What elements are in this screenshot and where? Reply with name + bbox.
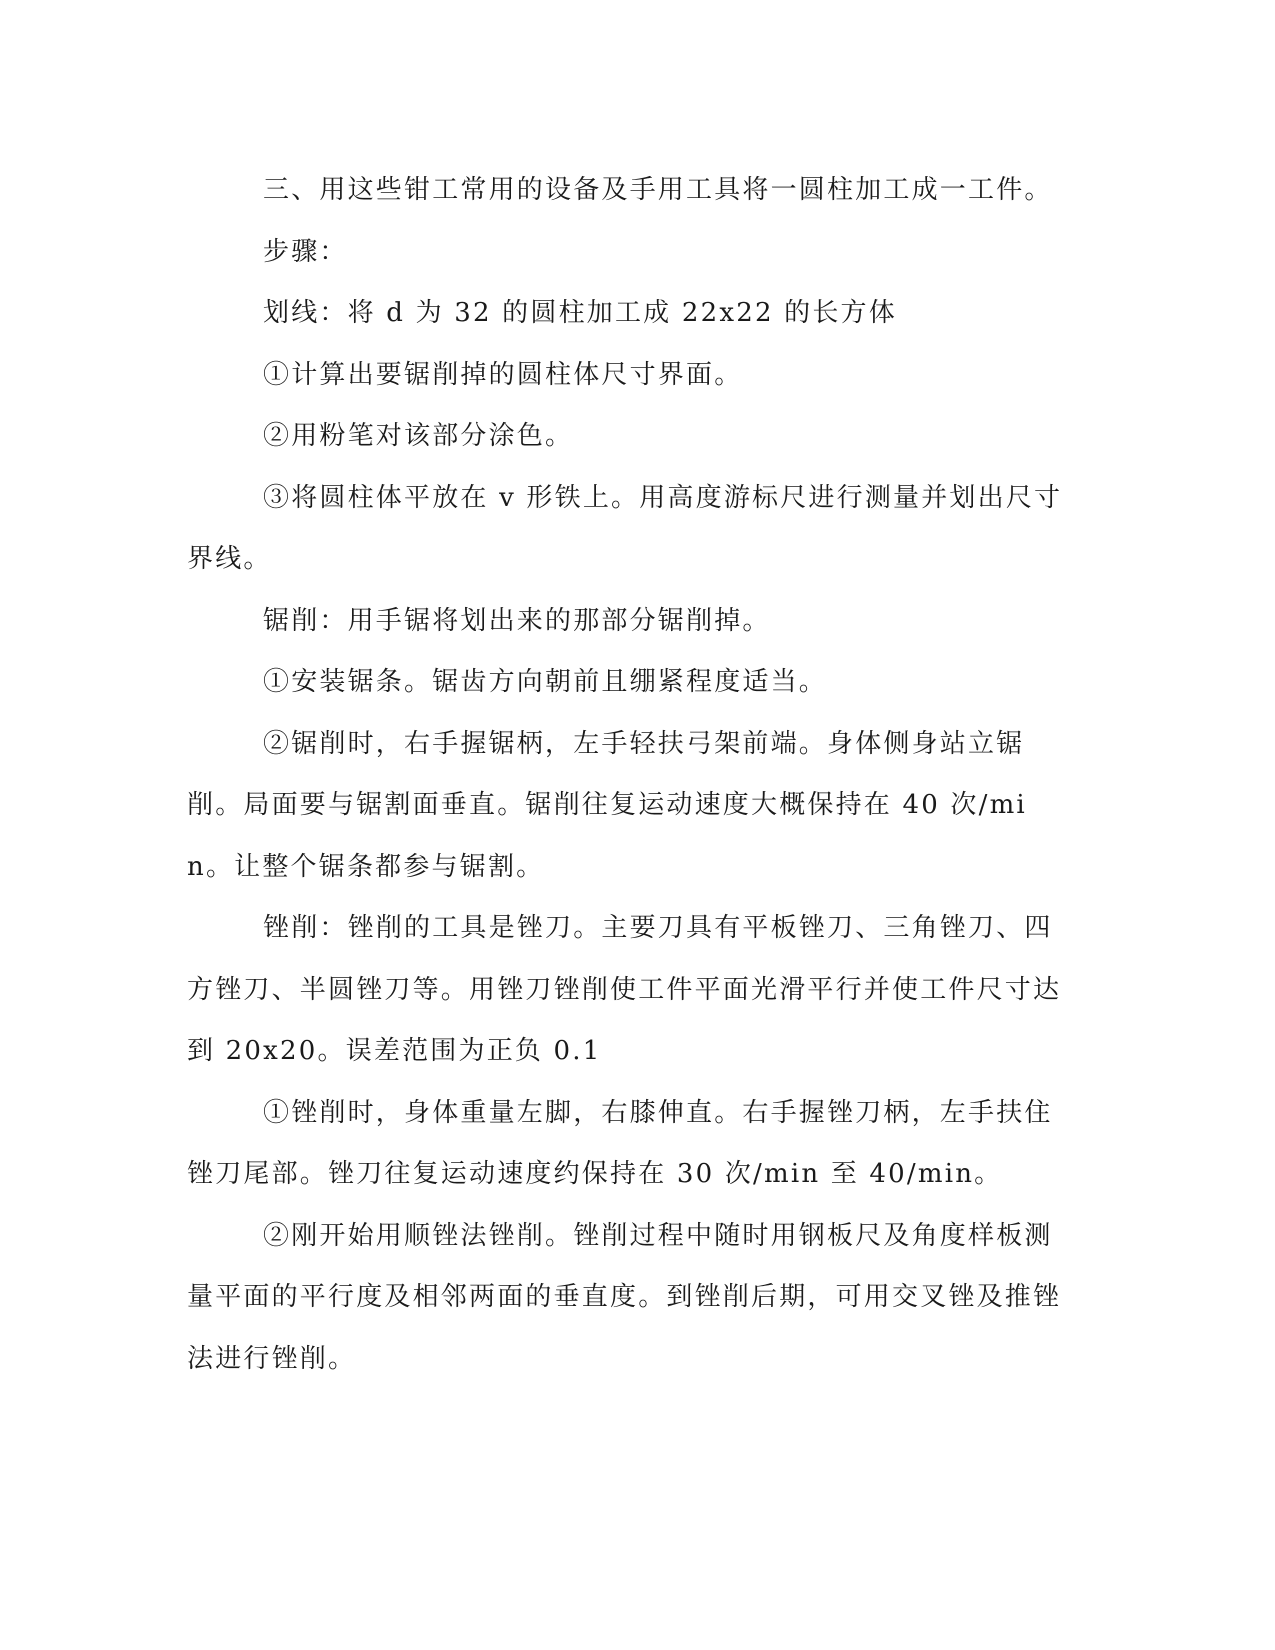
- document-body: [187, 160, 1067, 1390]
- sawing-step-2: ②锯削时，右手握锯柄，左手轻扶弓架前端。身体侧身站立锯削。局面要与锯割面垂直。锯削往复运动速度大概保持在 40 次/min。让整个锯条都参与锯割。: [187, 728, 1027, 882]
- steps-label: 步骤：: [263, 236, 348, 267]
- marking-step-2: ②用粉笔对该部分涂色。: [263, 421, 574, 451]
- marking-step-3: ③将圆柱体平放在 v 形铁上。用高度游标尺进行测量并划出尺寸界线。: [187, 482, 1063, 574]
- marking-intro: 划线：将 d 为 32 的圆柱加工成 22x22 的长方体: [263, 298, 897, 328]
- sawing-intro: 锯削：用手锯将划出来的那部分锯削掉。: [263, 605, 771, 636]
- filing-intro: 锉削：锉削的工具是锉刀。主要刀具有平板锉刀、三角锉刀、四方锉刀、半圆锉刀等。用锉刀锉削使工件平面光滑平行并使工件尺寸达到 20x20。误差范围为正负 0.1: [187, 913, 1062, 1066]
- filing-step-1: ①锉削时，身体重量左脚，右膝伸直。右手握锉刀柄，左手扶住锉刀尾部。锉刀往复运动速度约保持在 30 次/min 至 40/min。: [187, 1097, 1053, 1189]
- sawing-step-1: ①安装锯条。锯齿方向朝前且绷紧程度适当。: [263, 667, 828, 697]
- heading-section-three: 三、用这些钳工常用的设备及手用工具将一圆柱加工成一工件。: [263, 175, 1053, 205]
- marking-step-1: ①计算出要锯削掉的圆柱体尺寸界面。: [263, 359, 743, 390]
- filing-step-2: ②刚开始用顺锉法锉削。锉削过程中随时用钢板尺及角度样板测量平面的平行度及相邻两面的垂直度。到锉削后期，可用交叉锉及推锉法进行锉削。: [187, 1220, 1062, 1374]
